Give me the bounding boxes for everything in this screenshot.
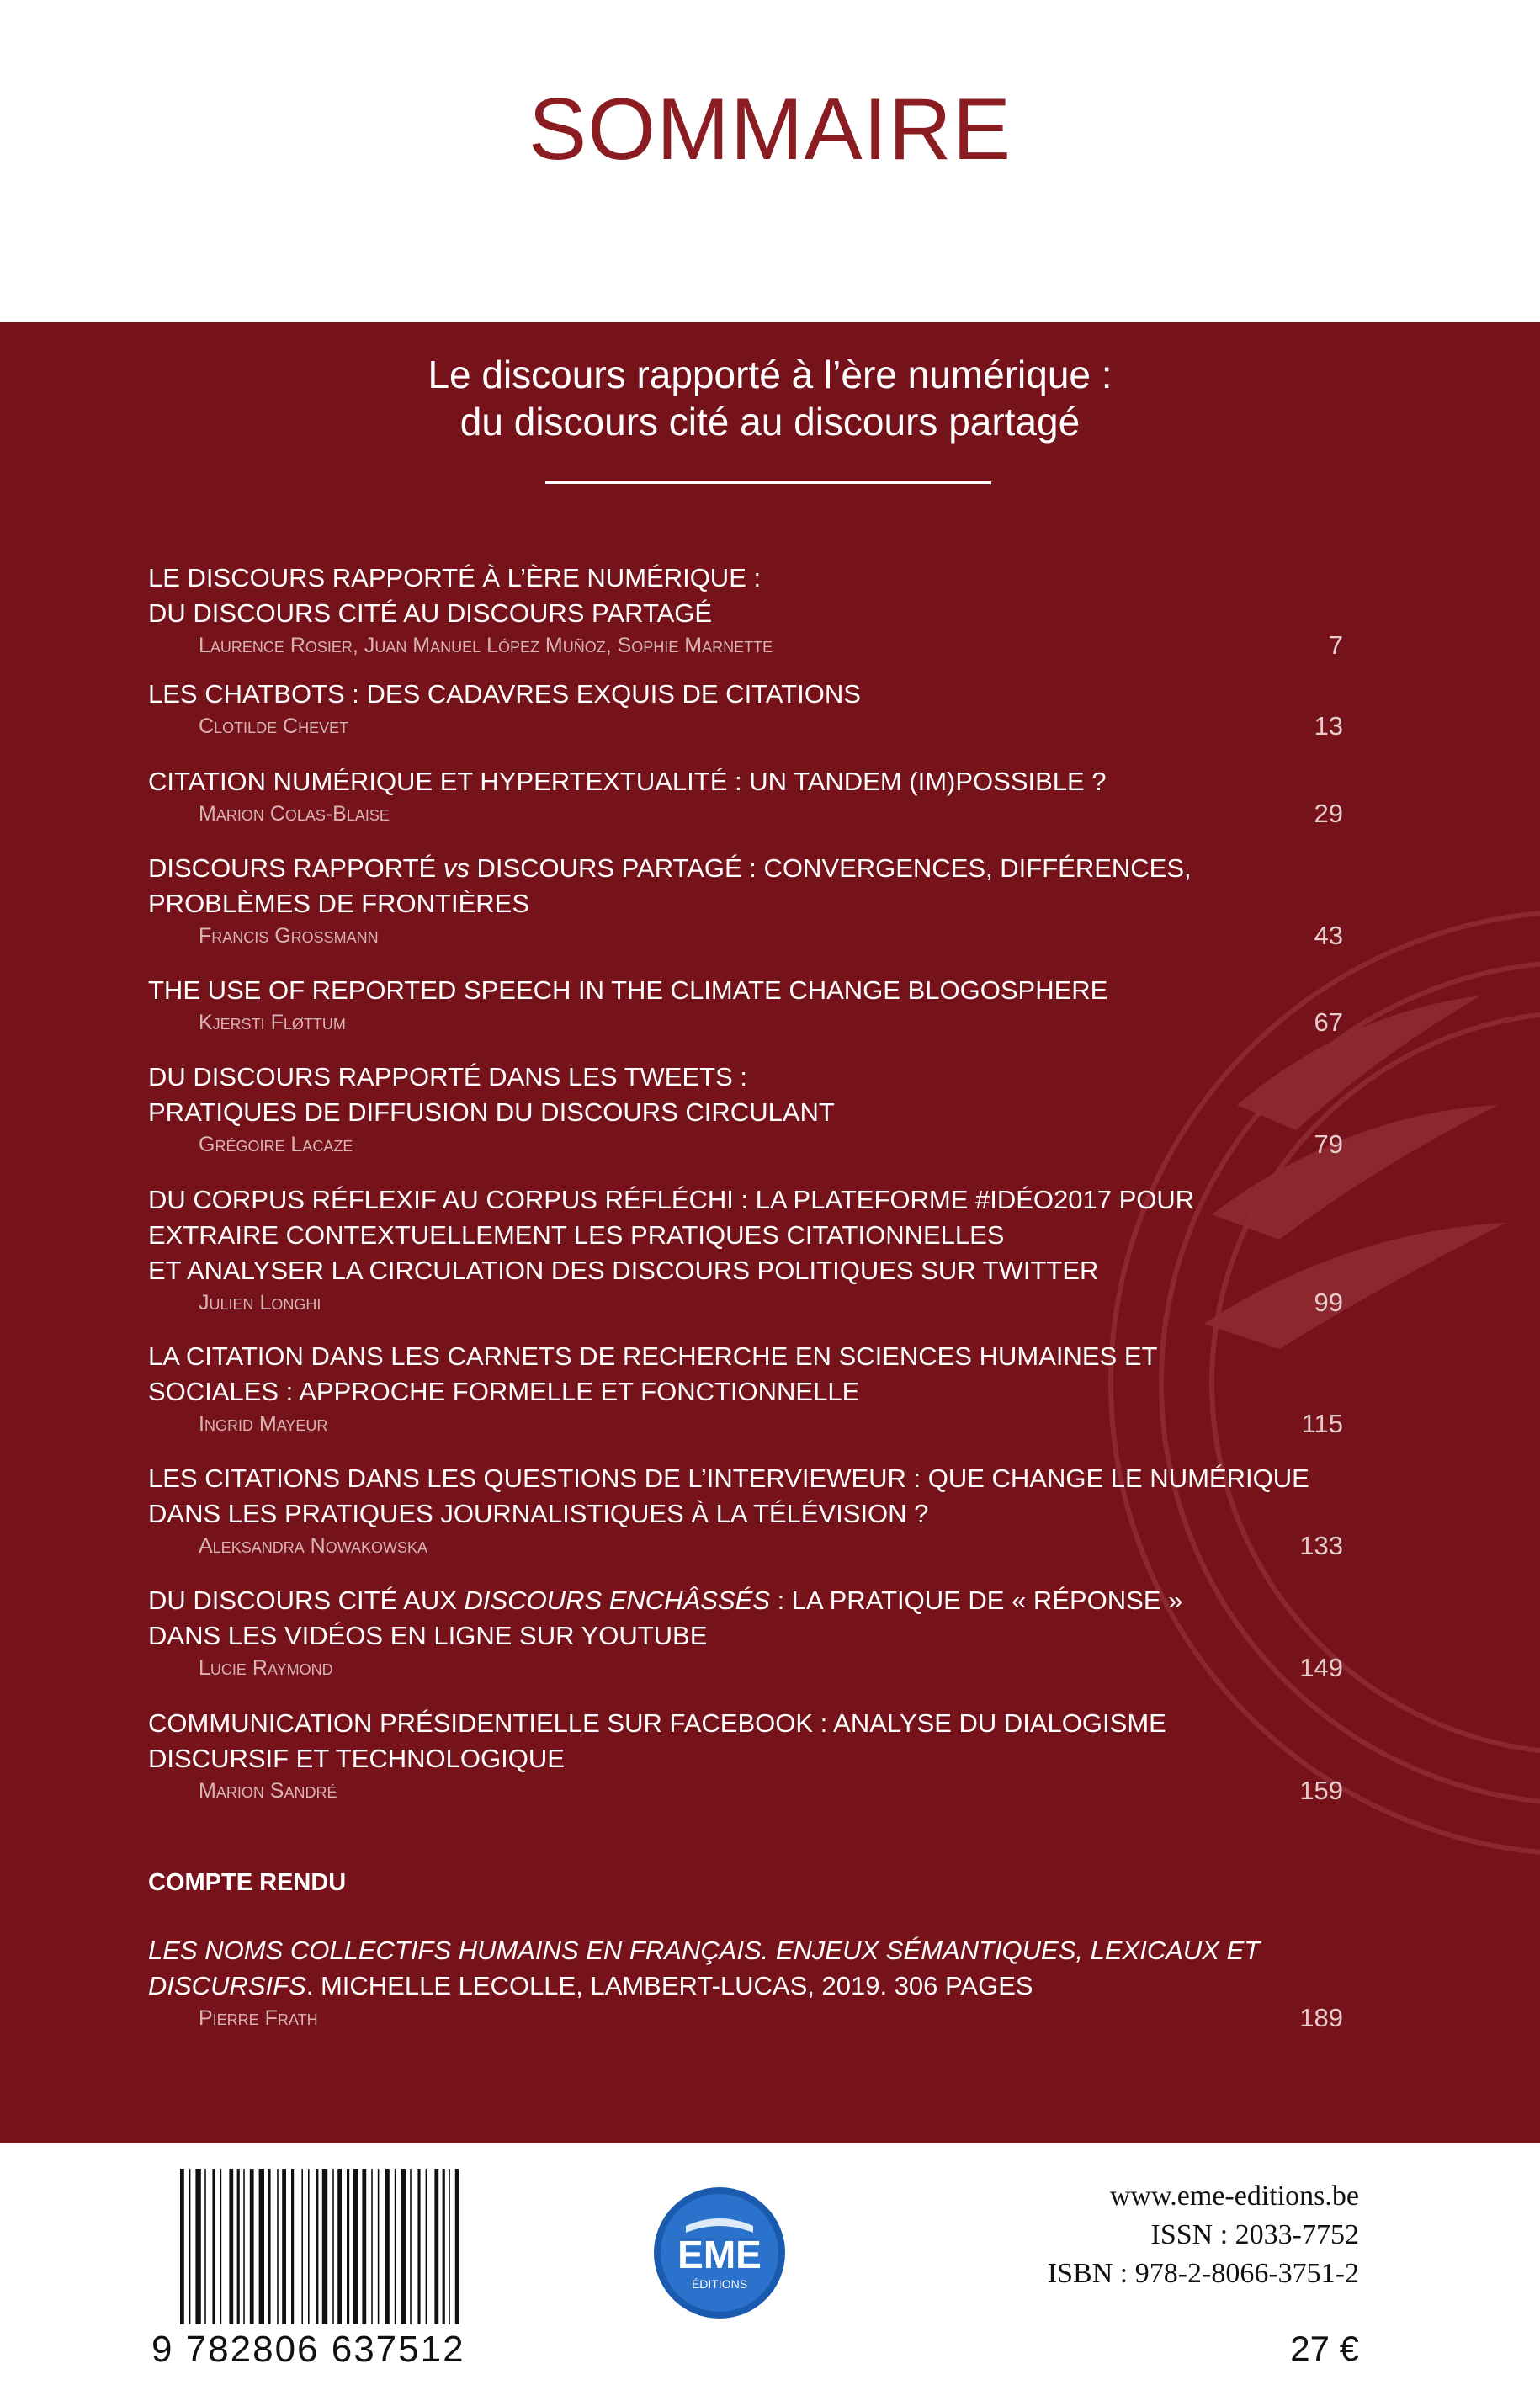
- entry-title-part: : LA PRATIQUE DE « RÉPONSE »: [769, 1586, 1183, 1615]
- entry-title-line: PROBLÈMES DE FRONTIÈRES: [148, 889, 530, 918]
- entry-page-number: 133: [1299, 1531, 1343, 1560]
- entry-title-line: LES CHATBOTS : DES CADAVRES EXQUIS DE CITATIONS: [148, 679, 861, 709]
- review-heading: COMPTE RENDU: [148, 1869, 347, 1896]
- entry-title-part: DISCOURS PARTAGÉ : CONVERGENCES, DIFFÉRENCES,: [469, 853, 1192, 883]
- entry-authors: Marion Colas-Blaise: [199, 802, 390, 826]
- entry-title-part: DISCOURS RAPPORTÉ: [148, 853, 443, 883]
- toc-entry: [148, 677, 1343, 741]
- price: 27 €: [1290, 2329, 1359, 2368]
- entry-title-line: DU DISCOURS RAPPORTÉ DANS LES TWEETS :: [148, 1062, 747, 1092]
- logo-subtext: ÉDITIONS: [691, 2277, 748, 2291]
- contents-band: [0, 322, 1540, 2143]
- publisher-logo: [652, 2186, 787, 2320]
- toc-entry: [148, 1060, 1343, 1159]
- entry-title-line: DU DISCOURS CITÉ AU DISCOURS PARTAGÉ: [148, 598, 713, 628]
- entry-page-number: 99: [1314, 1288, 1343, 1317]
- barcode-icon: [177, 2169, 463, 2324]
- entry-authors: Lucie Raymond: [199, 1656, 333, 1680]
- review-entry: [148, 1933, 1343, 2032]
- entry-page-number: 149: [1299, 1653, 1343, 1682]
- issue-title-line-1: Le discours rapporté à l’ère numérique :: [427, 353, 1113, 396]
- page-title: SOMMAIRE: [528, 81, 1012, 178]
- issue-title-line-2: du discours cité au discours partagé: [459, 400, 1081, 444]
- entry-authors: Ingrid Mayeur: [199, 1412, 328, 1436]
- entry-title-part: DU DISCOURS CITÉ AUX: [148, 1586, 465, 1615]
- entry-title-line: LA CITATION DANS LES CARNETS DE RECHERCHE EN SCIENCES HUMAINES ET: [148, 1341, 1158, 1371]
- entry-page-number: 7: [1328, 630, 1343, 660]
- toc-entry: [148, 560, 1343, 660]
- entry-title-line: DU CORPUS RÉFLEXIF AU CORPUS RÉFLÉCHI : LA PLATEFORME #IDÉO2017 POUR: [148, 1185, 1195, 1214]
- entry-authors: Grégoire Lacaze: [199, 1133, 353, 1156]
- entry-page-number: 29: [1314, 799, 1343, 828]
- review-title-rest: . MICHELLE LECOLLE, LAMBERT-LUCAS, 2019. 306 PAGES: [305, 1971, 1033, 2000]
- toc-entry: [148, 1182, 1343, 1317]
- issue-title: [0, 351, 1540, 445]
- entry-page-number: 67: [1314, 1007, 1343, 1037]
- entry-title-line: LES CITATIONS DANS LES QUESTIONS DE L’INTERVIEWEUR : QUE CHANGE LE NUMÉRIQUE: [148, 1463, 1309, 1493]
- entry-title-line: PRATIQUES DE DIFFUSION DU DISCOURS CIRCULANT: [148, 1097, 835, 1127]
- entry-page-number: 13: [1314, 711, 1343, 741]
- toc-entry: [148, 1706, 1343, 1805]
- toc-entry: [148, 1339, 1343, 1438]
- review-author: Pierre Frath: [199, 2006, 318, 2030]
- entry-authors: Kjersti Fløttum: [199, 1011, 346, 1034]
- entry-title-italic: vs: [443, 853, 470, 883]
- entry-title-line: COMMUNICATION PRÉSIDENTIELLE SUR FACEBOOK : ANALYSE DU DIALOGISME: [148, 1708, 1166, 1738]
- entry-page-number: 43: [1314, 921, 1343, 950]
- entry-title-line: DANS LES VIDÉOS EN LIGNE SUR YOUTUBE: [148, 1621, 708, 1650]
- entry-authors: Marion Sandré: [199, 1779, 337, 1803]
- toc-entry: [148, 1583, 1343, 1682]
- review-title-line: LES NOMS COLLECTIFS HUMAINS EN FRANÇAIS. ENJEUX SÉMANTIQUES, LEXICAUX ET: [148, 1936, 1261, 1965]
- toc-entry: [148, 851, 1343, 950]
- back-cover-footer: [0, 2143, 1540, 2385]
- website-link[interactable]: www.eme-editions.be: [1109, 2180, 1359, 2212]
- toc-entry: [148, 764, 1343, 828]
- issn: ISSN : 2033-7752: [1150, 2219, 1359, 2250]
- entry-authors: Julien Longhi: [199, 1291, 321, 1315]
- entry-authors: Laurence Rosier, Juan Manuel López Muñoz, Sophie Marnette: [199, 634, 773, 657]
- barcode-digits: 9 782806 637512: [151, 2329, 465, 2370]
- entry-title-line: EXTRAIRE CONTEXTUELLEMENT LES PRATIQUES CITATIONNELLES: [148, 1220, 1005, 1250]
- entry-authors: Aleksandra Nowakowska: [199, 1534, 428, 1558]
- entry-title-line: CITATION NUMÉRIQUE ET HYPERTEXTUALITÉ : UN TANDEM (IM)POSSIBLE ?: [148, 767, 1107, 796]
- entry-title-line: ET ANALYSER LA CIRCULATION DES DISCOURS POLITIQUES SUR TWITTER: [148, 1256, 1099, 1285]
- isbn: ISBN : 978-2-8066-3751-2: [1047, 2258, 1359, 2289]
- entry-title-italic: DISCOURS ENCHÂSSÉS: [464, 1586, 770, 1615]
- entry-title-line: [148, 851, 1343, 886]
- title-divider: [545, 481, 991, 484]
- entry-title-line: THE USE OF REPORTED SPEECH IN THE CLIMATE CHANGE BLOGOSPHERE: [148, 975, 1108, 1005]
- entry-title-line: LE DISCOURS RAPPORTÉ À L’ÈRE NUMÉRIQUE :: [148, 563, 762, 592]
- logo-text: EME: [677, 2233, 762, 2276]
- review-page-number: 189: [1299, 2003, 1343, 2032]
- entry-page-number: 159: [1299, 1776, 1343, 1805]
- entry-title-line: SOCIALES : APPROCHE FORMELLE ET FONCTIONNELLE: [148, 1377, 860, 1406]
- entry-authors: Clotilde Chevet: [199, 714, 349, 738]
- entry-title-line: DISCURSIF ET TECHNOLOGIQUE: [148, 1744, 565, 1773]
- entry-title-line: DANS LES PRATIQUES JOURNALISTIQUES À LA TÉLÉVISION ?: [148, 1499, 929, 1528]
- publication-info: [1048, 2177, 1359, 2293]
- review-title-line: [148, 1968, 1343, 2004]
- entry-page-number: 79: [1314, 1129, 1343, 1159]
- toc-entry: [148, 973, 1343, 1037]
- review-title-italic: DISCURSIFS: [148, 1971, 306, 2000]
- entry-title-line: [148, 1583, 1343, 1618]
- entry-page-number: 115: [1301, 1409, 1343, 1438]
- entry-authors: Francis Grossmann: [199, 924, 379, 948]
- toc-entry: [148, 1461, 1343, 1560]
